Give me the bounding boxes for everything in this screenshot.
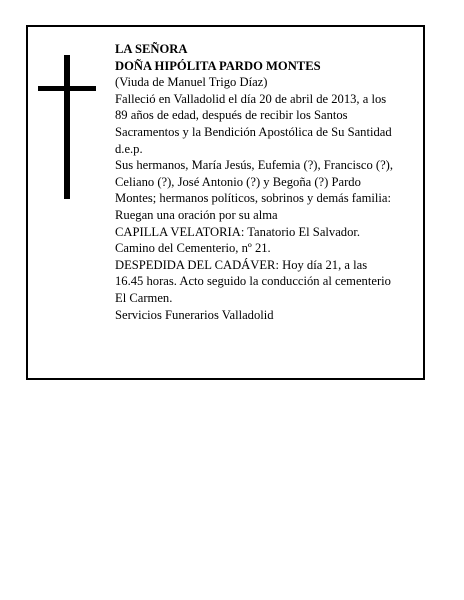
cross-horizontal-bar: [38, 86, 96, 91]
family-line: Ruegan una oración por su alma: [115, 207, 278, 222]
farewell-line: DESPEDIDA DEL CADÁVER: Hoy día 21, a las: [115, 257, 368, 272]
notice-title: LA SEÑORA: [115, 42, 188, 56]
cross-icon: [38, 55, 96, 199]
death-line: Sacramentos y la Bendición Apostólica de Su Santidad: [115, 124, 392, 139]
death-line: 89 años de edad, después de recibir los Santos: [115, 108, 348, 123]
death-line: d.e.p.: [115, 141, 143, 156]
farewell-line: El Carmen.: [115, 290, 173, 305]
farewell-line: 16.45 horas. Acto seguido la conducción al cementerio: [115, 274, 391, 289]
obituary-text: [115, 41, 415, 323]
family-line: Montes; hermanos políticos, sobrinos y demás familia:: [115, 191, 391, 206]
chapel-line: Camino del Cementerio, nº 21.: [115, 241, 271, 256]
funeral-services: Servicios Funerarios Valladolid: [115, 307, 274, 322]
family-line: Sus hermanos, María Jesús, Eufemia (?), Francisco (?),: [115, 158, 394, 173]
cross-vertical-bar: [64, 55, 70, 199]
widow-line: (Viuda de Manuel Trigo Díaz): [115, 75, 268, 90]
family-line: Celiano (?), José Antonio (?) y Begoña (?) Pardo: [115, 174, 361, 189]
obituary-notice: [26, 25, 425, 380]
chapel-line: CAPILLA VELATORIA: Tanatorio El Salvador.: [115, 224, 361, 239]
death-line: Falleció en Valladolid el día 20 de abril de 2013, a los: [115, 91, 387, 106]
deceased-name: DOÑA HIPÓLITA PARDO MONTES: [115, 58, 321, 73]
